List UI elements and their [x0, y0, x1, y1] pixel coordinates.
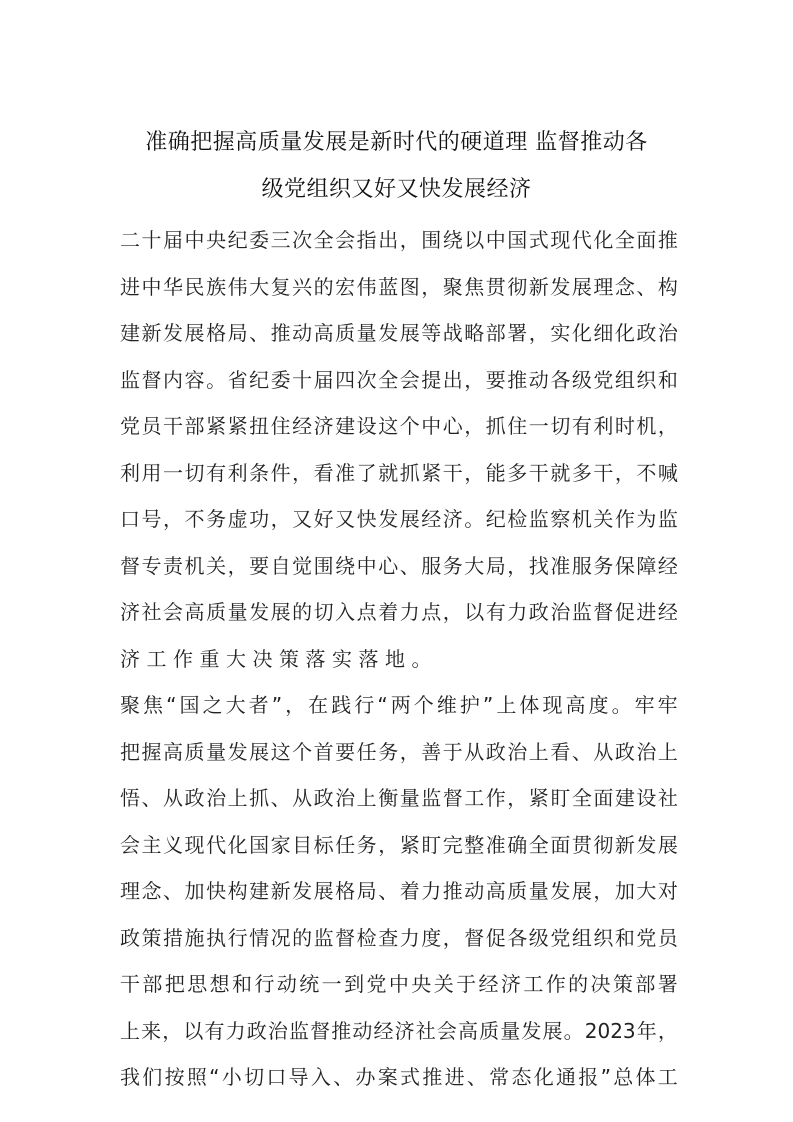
text-line: 我 们 按 照 “ 小 切 口 导 入 、 办 案 式 推 进 、 常 态 化 通 报 ” 总 体 工 — [120, 1065, 678, 1089]
text-line: 上 来 ， 以 有 力 政 治 监 督 推 动 经 济 社 会 高 质 量 发 展 。 2023 年 ， — [120, 1018, 678, 1043]
text-line: 干 部 把 思 想 和 行 动 统 一 到 党 中 央 关 于 经 济 工 作 的 决 策 部 署 — [120, 972, 678, 996]
text-line: 会 主 义 现 代 化 国 家 目 标 任 务 ， 紧 盯 完 整 准 确 全 面 贯 彻 新 发 展 — [120, 832, 678, 857]
document-title-line-1: 准确把握高质量发展是新时代的硬道理 监督推动各 — [145, 130, 648, 155]
document-title-line-2: 级党组织又好又快发展经济 — [261, 177, 532, 202]
text-line: 济 社 会 高 质 量 发 展 的 切 入 点 着 力 点 ， 以 有 力 政 治 监 督 促 进 经 — [120, 600, 678, 624]
text-line: 督 专 责 机 关 ， 要 自 觉 围 绕 中 心 、 服 务 大 局 ， 找 准 服 务 保 障 经 — [120, 553, 678, 578]
text-line: 利 用 一 切 有 利 条 件 ， 看 准 了 就 抓 紧 干 ， 能 多 干 就 多 干 ， 不 喊 — [120, 460, 678, 485]
text-line: 党 员 干 部 紧 紧 扭 住 经 济 建 设 这 个 中 心 ， 抓 住 一 切 有 利 时 机 ， — [120, 414, 678, 438]
text-line: 政 策 措 施 执 行 情 况 的 监 督 检 查 力 度 ， 督 促 各 级 党 组 织 和 党 员 — [120, 925, 678, 950]
paragraph-1 — [120, 217, 678, 682]
text-line: 口 号 ， 不 务 虚 功 ， 又 好 又 快 发 展 经 济 。 纪 检 监 察 机 关 作 为 监 — [120, 507, 678, 531]
document-body — [120, 217, 678, 1101]
text-line: 建 新 发 展 格 局 、 推 动 高 质 量 发 展 等 战 略 部 署 ， 实 化 细 化 政 治 — [120, 321, 678, 345]
text-line: 济工作重大决策落实落地。 — [120, 646, 438, 671]
text-line: 监 督 内 容 。 省 纪 委 十 届 四 次 全 会 提 出 ， 要 推 动 各 级 党 组 织 和 — [120, 367, 678, 392]
text-line: 聚 焦 “ 国 之 大 者 ” ， 在 践 行 “ 两 个 维 护 ” 上 体 现 高 度 。 牢 牢 — [120, 693, 678, 717]
text-line: 把 握 高 质 量 发 展 这 个 首 要 任 务 ， 善 于 从 政 治 上 看 、 从 政 治 上 — [120, 739, 678, 764]
text-line: 悟 、 从 政 治 上 抓 、 从 政 治 上 衡 量 监 督 工 作 ， 紧 盯 全 面 建 设 社 — [120, 786, 678, 810]
text-line: 进 中 华 民 族 伟 大 复 兴 的 宏 伟 蓝 图 ， 聚 焦 贯 彻 新 发 展 理 念 、 构 — [120, 274, 678, 299]
text-line: 理 念 、 加 快 构 建 新 发 展 格 局 、 着 力 推 动 高 质 量 发 展 ， 加 大 对 — [120, 879, 678, 903]
paragraph-2 — [120, 682, 678, 1101]
text-line: 二 十 届 中 央 纪 委 三 次 全 会 指 出 ， 围 绕 以 中 国 式 现 代 化 全 面 推 — [120, 228, 678, 252]
